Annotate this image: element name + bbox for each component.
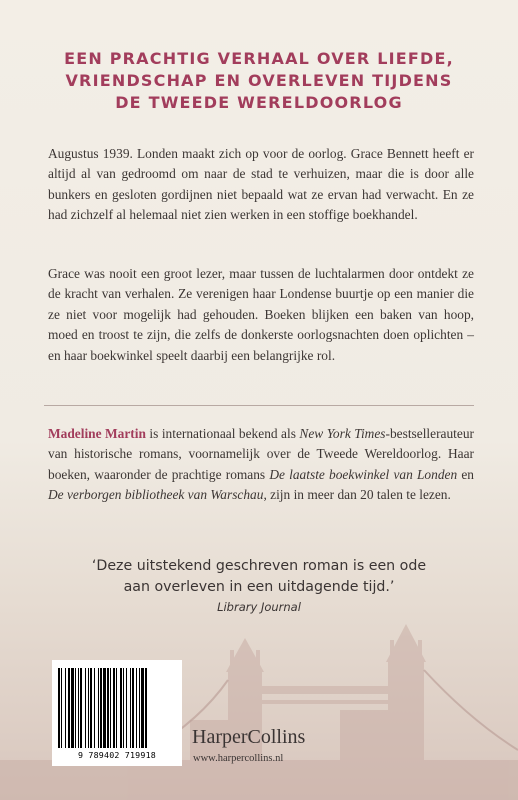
quote-line: aan overleven in een uitdagende tijd.’	[123, 579, 395, 595]
bio-italic: De laatste boekwinkel van Londen	[269, 466, 458, 482]
quote-line: ‘Deze uitstekend geschreven roman is een ode	[91, 558, 427, 574]
author-bio	[48, 424, 474, 506]
isbn-digits: 9 789402 719918	[78, 750, 156, 760]
headline-line: VRIENDSCHAP EN OVERLEVEN TIJDENS	[65, 71, 453, 90]
section-divider	[44, 405, 474, 406]
bio-text: is internationaal bekend als	[145, 426, 300, 441]
review-quote	[40, 556, 478, 598]
blurb-paragraph-2: Grace was nooit een groot lezer, maar tussen de luchtalarmen door ontdekt ze de kracht van verhalen. Ze verenigen haar Londense buurtje op een manier die ze niet voor mogelijk had gehouden. Boeken blijken een baken van hoop, moed en troost te zijn, die zelfs de donkerste oorlogsnachten doen oplichten – en haar boekwinkel speelt daarbij een belangrijke rol.	[48, 266, 474, 363]
headline	[30, 48, 488, 114]
quote-source: Library Journal	[217, 600, 301, 614]
bio-italic: De verborgen bibliotheek van Warschau	[48, 487, 264, 503]
bio-italic: New York Times	[299, 426, 386, 441]
barcode-bars	[58, 668, 176, 748]
author-name: Madeline Martin	[48, 426, 146, 441]
publisher-website: www.harpercollins.nl	[193, 753, 284, 764]
bio-text: , zijn in meer dan 20 talen te lezen.	[263, 487, 451, 503]
blurb-paragraph-1: Augustus 1939. Londen maakt zich op voor de oorlog. Grace Bennett heeft er altijd al van gedroomd om naar de stad te verhuizen, maar die is door alle bunkers en gesloten gordijnen niet bepaald wat ze ervan had verwacht. En ze had zichzelf al helemaal niet zien werken in een stoffige boekhandel.	[48, 146, 474, 223]
publisher-logo: HarperCollins	[192, 726, 306, 748]
barcode	[52, 660, 182, 766]
headline-line: EEN PRACHTIG VERHAAL OVER LIEFDE,	[64, 49, 454, 68]
bio-text: en	[457, 466, 474, 482]
bio-text: -bestsellerauteur van historische romans, voornamelijk over de Tweede Wereldoorlog. Haar boeken, waaronder de prachtige romans	[48, 426, 474, 482]
headline-line: DE TWEEDE WERELDOORLOG	[115, 93, 403, 112]
